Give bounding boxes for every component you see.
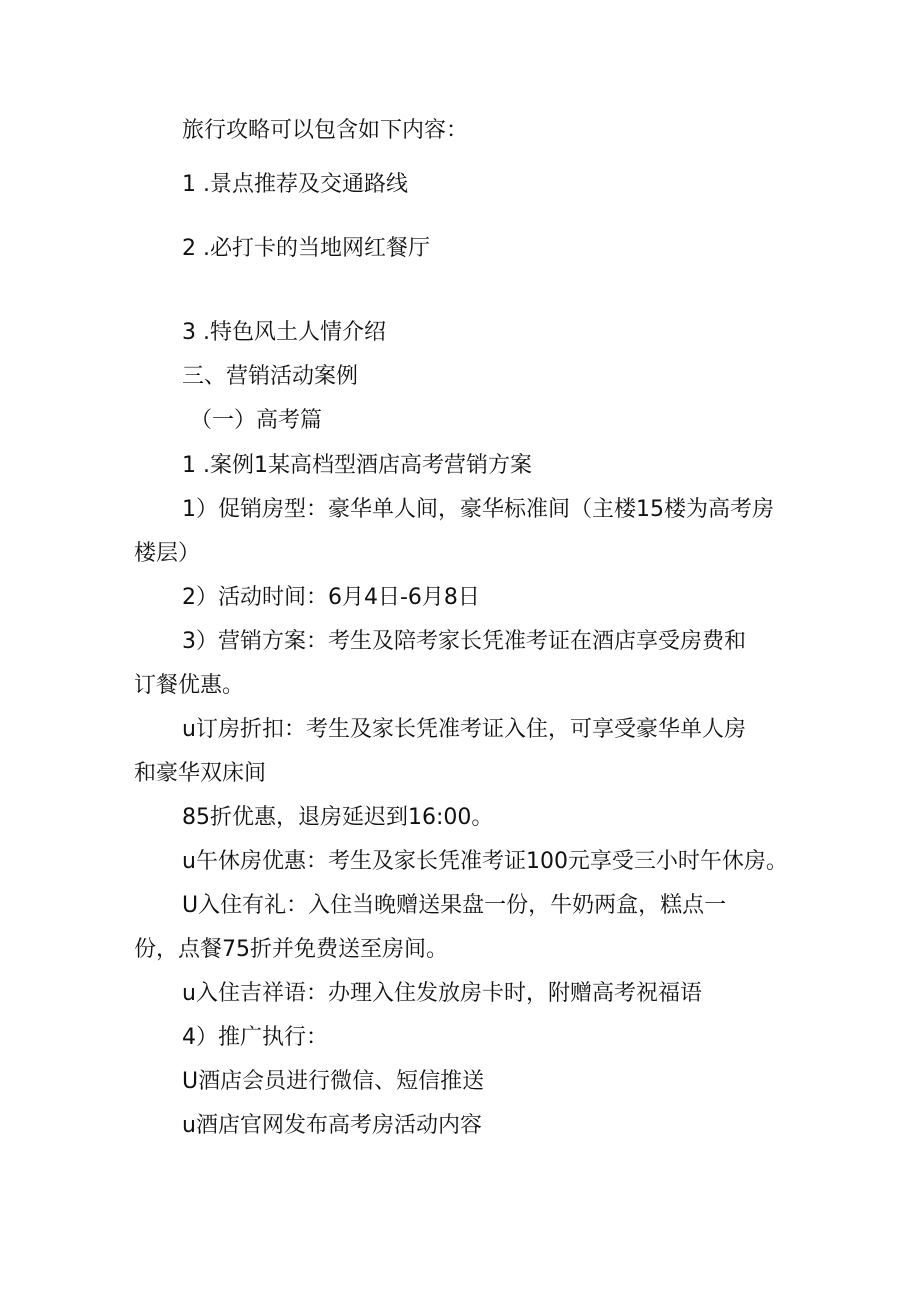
list-item: 3 .特色风土人情介绍 xyxy=(182,320,386,345)
paragraph-line: u订房折扣：考生及家长凭准考证入住，可享受豪华单人房 xyxy=(182,717,746,742)
paragraph-line: U酒店会员进行微信、短信推送 xyxy=(182,1069,485,1094)
list-item: 1 .景点推荐及交通路线 xyxy=(182,172,408,197)
case-title: 1 .案例1某高档型酒店高考营销方案 xyxy=(182,453,532,478)
paragraph-line: 1）促销房型：豪华单人间，豪华标准间（主楼15楼为高考房 xyxy=(182,497,774,522)
paragraph-line: 和豪华双床间 xyxy=(134,761,267,786)
list-item: 2 .必打卡的当地网红餐厅 xyxy=(182,236,430,261)
paragraph-line: 4）推广执行： xyxy=(182,1025,328,1050)
subsection-heading: （一）高考篇 xyxy=(190,408,323,433)
paragraph-line: 2）活动时间：6月4日-6月8日 xyxy=(182,585,480,610)
paragraph-line: u入住吉祥语：办理入住发放房卡时，附赠高考祝福语 xyxy=(182,981,702,1006)
paragraph-line: 订餐优惠。 xyxy=(134,673,245,698)
section-heading: 三、营销活动案例 xyxy=(182,364,359,389)
paragraph-line: 85折优惠，退房延迟到16:00。 xyxy=(182,805,494,830)
paragraph-line: u酒店官网发布高考房活动内容 xyxy=(182,1113,482,1138)
paragraph-line: 楼层） xyxy=(134,541,201,566)
paragraph-line: 3）营销方案：考生及陪考家长凭准考证在酒店享受房费和 xyxy=(182,629,746,654)
paragraph-line: U入住有礼：入住当晚赠送果盘一份，牛奶两盒，糕点一 xyxy=(182,893,727,918)
paragraph-line: u午休房优惠：考生及家长凭准考证100元享受三小时午休房。 xyxy=(182,849,788,874)
paragraph-line: 份，点餐75折并免费送至房间。 xyxy=(134,937,448,962)
intro-line: 旅行攻略可以包含如下内容： xyxy=(182,118,469,143)
